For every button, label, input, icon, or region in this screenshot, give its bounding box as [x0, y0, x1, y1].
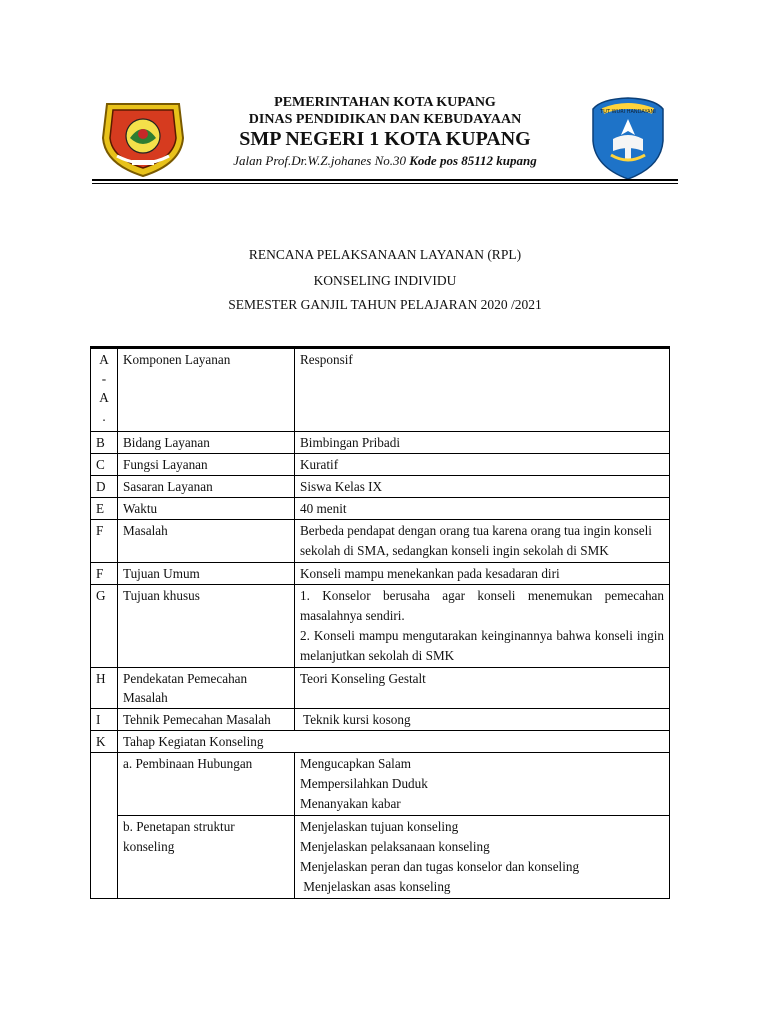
stage-items: [295, 816, 670, 899]
row-label: Tujuan khusus: [118, 585, 295, 668]
stage-item: Menjelaskan tujuan konseling: [300, 819, 459, 834]
row-value: Berbeda pendapat dengan orang tua karena orang tua ingin konseli sekolah di SMA, sedangkan konseli ingin sekolah di SMK: [295, 520, 670, 563]
row-value: Responsif: [295, 348, 670, 432]
table-row: [91, 585, 670, 668]
row-label: Sasaran Layanan: [118, 476, 295, 498]
doc-title: RENCANA PELAKSANAAN LAYANAN (RPL): [248, 247, 522, 262]
stage-item: Menjelaskan asas konseling: [300, 879, 451, 894]
stage-label: a. Pembinaan Hubungan: [118, 753, 295, 816]
table-row: [91, 348, 670, 432]
stage-item: Menjelaskan peran dan tugas konselor dan konseling: [300, 859, 580, 874]
header-address: [200, 153, 570, 169]
row-value: Siswa Kelas IX: [295, 476, 670, 498]
row-label: Komponen Layanan: [118, 348, 295, 432]
table-row: [91, 476, 670, 498]
row-label: Tehnik Pemecahan Masalah: [118, 709, 295, 731]
address-postal: Kode pos 85112 kupang: [409, 153, 537, 168]
header-government: PEMERINTAHAN KOTA KUPANG: [274, 95, 496, 110]
rpl-table: [90, 346, 670, 899]
table-row: [91, 520, 670, 563]
goal-item-1: 1. Konselor berusaha agar konseli menemukan pemecahan masalahnya sendiri.: [300, 588, 664, 623]
address-street: Jalan Prof.Dr.W.Z.johanes No.30: [233, 153, 406, 168]
stage-item: Menanyakan kabar: [300, 796, 401, 811]
row-value: Kuratif: [295, 454, 670, 476]
table-row: [91, 731, 670, 753]
table-row: [91, 454, 670, 476]
stage-items: [295, 753, 670, 816]
row-code: H: [91, 668, 118, 709]
row-value: Teori Konseling Gestalt: [295, 668, 670, 709]
row-value: [295, 585, 670, 668]
stage-item: Menjelaskan pelaksanaan konseling: [300, 839, 490, 854]
stage-item: Mempersilahkan Duduk: [300, 776, 428, 791]
row-label: Tujuan Umum: [118, 563, 295, 585]
row-value: Konseli mampu menekankan pada kesadaran diri: [295, 563, 670, 585]
doc-subtitle: KONSELING INDIVIDU: [313, 273, 457, 288]
row-label: Pendekatan Pemecahan Masalah: [118, 668, 295, 709]
row-code: G: [91, 585, 118, 668]
row-value: 40 menit: [295, 498, 670, 520]
row-code: A - A .: [91, 348, 118, 432]
doc-semester: SEMESTER GANJIL TAHUN PELAJARAN 2020 /2021: [228, 297, 542, 312]
table-row: [91, 816, 670, 899]
city-emblem-logo: [97, 98, 189, 178]
row-code: E: [91, 498, 118, 520]
logo-motto-text: TUT WURI HANDAYANI: [600, 109, 656, 115]
tut-wuri-handayani-logo: [589, 95, 667, 181]
table-row: [91, 563, 670, 585]
row-code: B: [91, 432, 118, 454]
header-school-name: SMP NEGERI 1 KOTA KUPANG: [239, 128, 531, 150]
row-code: F: [91, 520, 118, 563]
row-label: Bidang Layanan: [118, 432, 295, 454]
row-code-empty: [91, 753, 118, 899]
table-row: [91, 668, 670, 709]
row-code: D: [91, 476, 118, 498]
letterhead-rule-thick: [92, 179, 678, 181]
table-row: [91, 432, 670, 454]
row-value: Bimbingan Pribadi: [295, 432, 670, 454]
letterhead-rule-thin: [92, 183, 678, 184]
row-code: F: [91, 563, 118, 585]
table-row: [91, 498, 670, 520]
row-code: K: [91, 731, 118, 753]
table-row: [91, 753, 670, 816]
row-code: C: [91, 454, 118, 476]
row-label: Fungsi Layanan: [118, 454, 295, 476]
row-code: I: [91, 709, 118, 731]
row-label: Tahap Kegiatan Konseling: [118, 731, 670, 753]
goal-item-2: 2. Konseli mampu mengutarakan keinginannya bahwa konseli ingin melanjutkan sekolah di SMK: [300, 628, 664, 663]
row-label: Waktu: [118, 498, 295, 520]
header-department: DINAS PENDIDIKAN DAN KEBUDAYAAN: [248, 112, 522, 127]
stage-label: [118, 816, 295, 899]
table-row: [91, 709, 670, 731]
row-label: Masalah: [118, 520, 295, 563]
stage-label-text: b. Penetapan struktur konseling: [123, 819, 235, 854]
stage-item: Mengucapkan Salam: [300, 756, 411, 771]
row-value: Teknik kursi kosong: [295, 709, 670, 731]
